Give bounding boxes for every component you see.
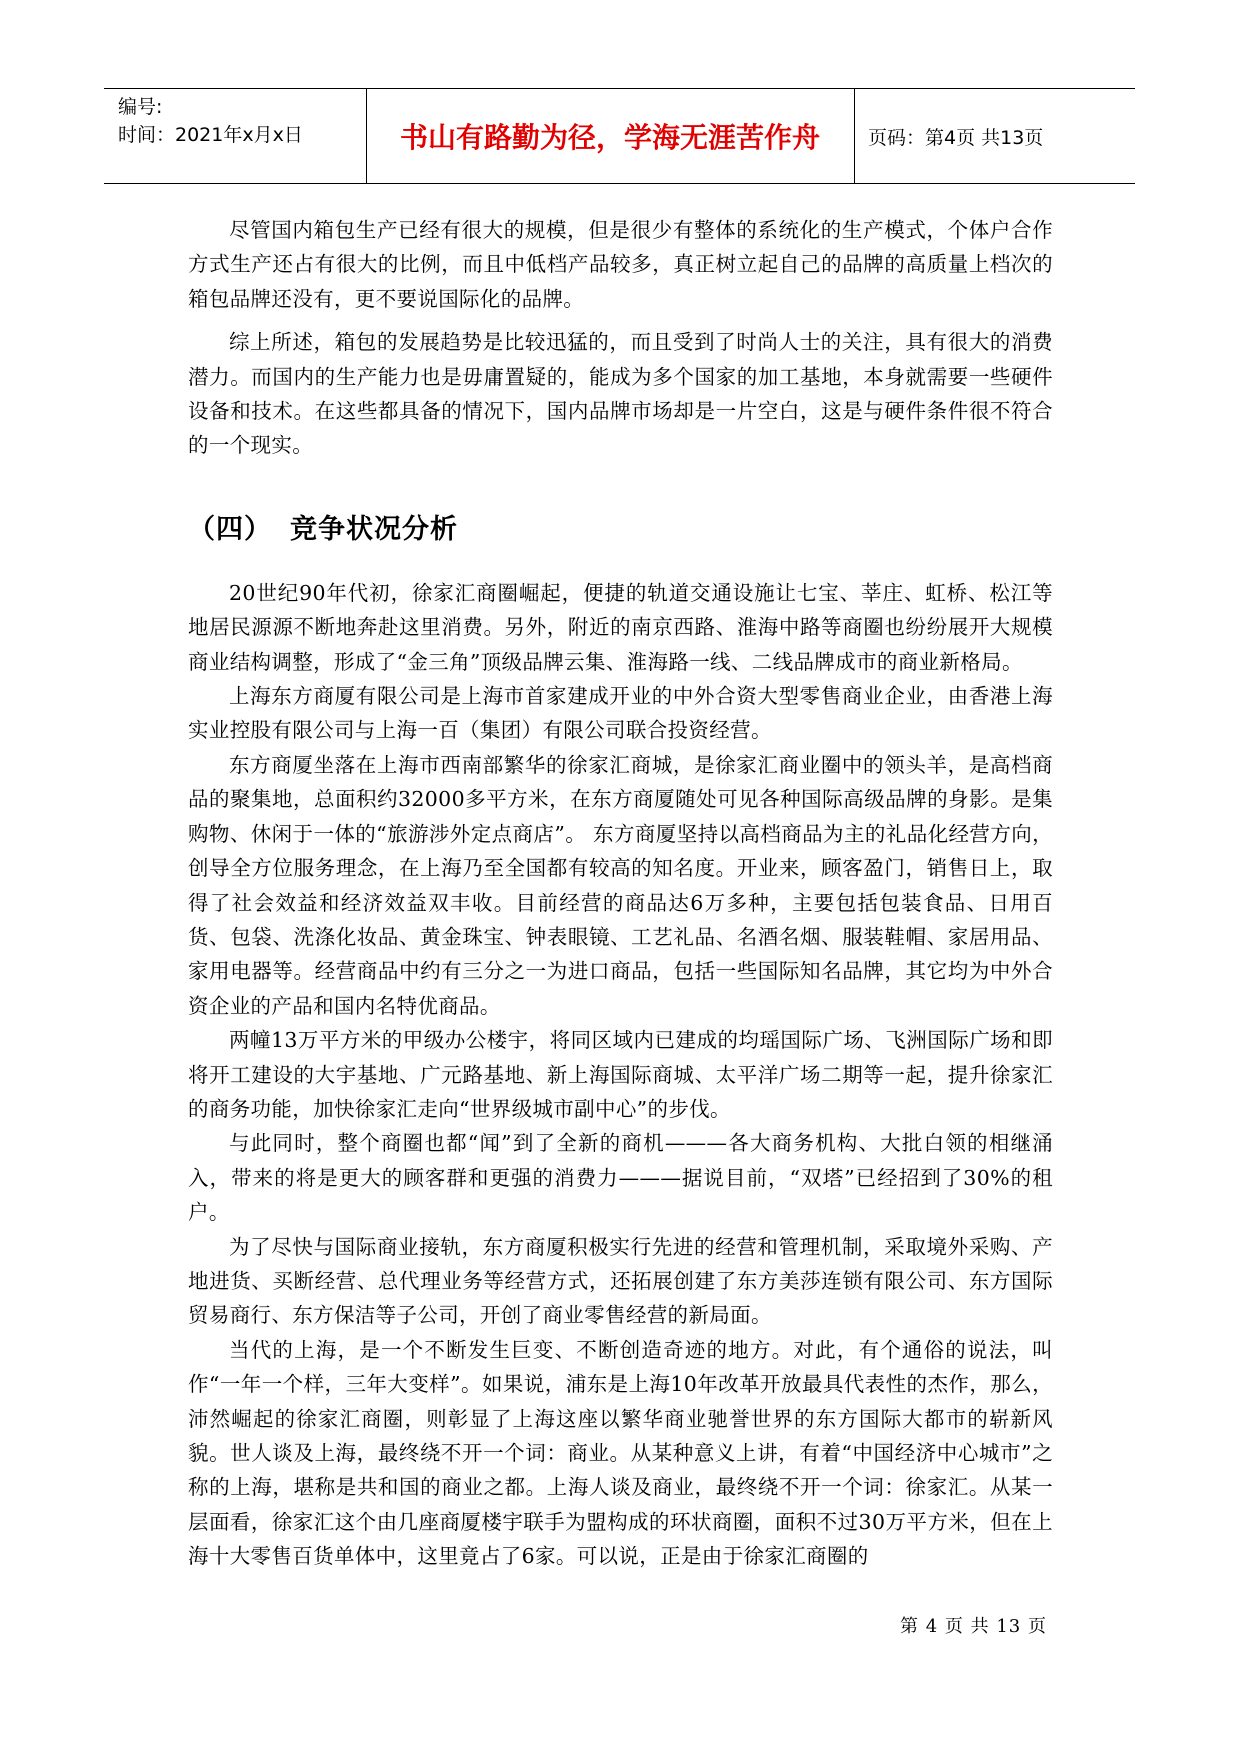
section-heading bbox=[188, 507, 1053, 546]
paragraph-5: 东方商厦坐落在上海市西南部繁华的徐家汇商城，是徐家汇商业圈中的领头羊，是高档商品的聚集地，总面积约32000多平方米，在东方商厦随处可见各种国际高级品牌的身影。是集购物、休闲于一体的“旅游涉外定点商店”。 东方商厦坚持以高档商品为主的礼品化经营方向，创导全方位服务理念，在上海乃至全国都有较高的知名度。开业来，顾客盈门，销售日上，取得了社会效益和经济效益双丰收。目前经营的商品达6万多种，主要包括包装食品、日用百货、包袋、洗涤化妆品、黄金珠宝、钟表眼镜、工艺礼品、名酒名烟、服装鞋帽、家居用品、家用电器等。经营商品中约有三分之一为进口商品，包括一些国际知名品牌，其它均为中外合资企业的产品和国内名特优商品。 bbox=[188, 752, 1053, 1018]
header-page-label: 页码：第4页 共13页 bbox=[868, 126, 1044, 149]
paragraph-1: 尽管国内箱包生产已经有很大的规模，但是很少有整体的系统化的生产模式，个体户合作方式生产还占有很大的比例，而且中低档产品较多，真正树立起自己的品牌的高质量上档次的箱包品牌还没有，更不要说国际化的品牌。 bbox=[188, 218, 1053, 311]
section-title: 竞争状况分析 bbox=[290, 513, 458, 545]
document-body bbox=[188, 213, 1053, 1574]
paragraph-8: 为了尽快与国际商业接轨，东方商厦积极实行先进的经营和管理机制，采取境外采购、产地进货、买断经营、总代理业务等经营方式，还拓展创建了东方美莎连锁有限公司、东方国际贸易商行、东方保洁等子公司，开创了商业零售经营的新局面。 bbox=[188, 1234, 1053, 1328]
paragraph-2: 综上所述，箱包的发展趋势是比较迅猛的，而且受到了时尚人士的关注，具有很大的消费潜力。而国内的生产能力也是毋庸置疑的，能成为多个国家的加工基地，本身就需要一些硬件设备和技术。在这些都具备的情况下，国内品牌市场却是一片空白，这是与硬件条件很不符合的一个现实。 bbox=[188, 330, 1053, 458]
paragraph-6: 两幢13万平方米的甲级办公楼宇，将同区域内已建成的均瑶国际广场、飞洲国际广场和即将开工建设的大宇基地、广元路基地、新上海国际商城、太平洋广场二期等一起，提升徐家汇的商务功能，加快徐家汇走向“世界级城市副中心”的步伐。 bbox=[188, 1028, 1053, 1121]
paragraph-4: 上海东方商厦有限公司是上海市首家建成开业的中外合资大型零售商业企业，由香港上海实业控股有限公司与上海一百（集团）有限公司联合投资经营。 bbox=[188, 684, 1053, 743]
page-footer: 第 4 页 共 13 页 bbox=[900, 1616, 1047, 1637]
serial-label: 编号: bbox=[118, 96, 163, 118]
paragraph-3: 20世纪90年代初，徐家汇商圈崛起，便捷的轨道交通设施让七宝、莘庄、虹桥、松江等地居民源源不断地奔赴这里消费。另外，附近的南京西路、淮海中路等商圈也纷纷展开大规模商业结构调整，形成了“金三角”顶级品牌云集、淮海路一线、二线品牌成市的商业新格局。 bbox=[188, 580, 1053, 674]
header-motto: 书山有路勤为径，学海无涯苦作舟 bbox=[366, 89, 855, 183]
header-meta-cell bbox=[104, 89, 367, 183]
paragraph-7: 与此同时，整个商圈也都“闻”到了全新的商机———各大商务机构、大批白领的相继涌入，带来的将是更大的顾客群和更强的消费力———据说目前，“双塔”已经招到了30%的租户。 bbox=[188, 1131, 1053, 1225]
page-header bbox=[104, 88, 1135, 184]
time-label: 时间：2021年x月x日 bbox=[118, 124, 303, 146]
paragraph-9: 当代的上海，是一个不断发生巨变、不断创造奇迹的地方。对此，有个通俗的说法，叫作“一年一个样，三年大变样”。如果说，浦东是上海10年改革开放最具代表性的杰作，那么，沛然崛起的徐家汇商圈，则彰显了上海这座以繁华商业驰誉世界的东方国际大都市的崭新风貌。世人谈及上海，最终绕不开一个词：商业。从某种意义上讲，有着“中国经济中心城市”之称的上海，堪称是共和国的商业之都。上海人谈及商业，最终绕不开一个词：徐家汇。从某一层面看，徐家汇这个由几座商厦楼宇联手为盟构成的环状商圈，面积不过30万平方米，但在上海十大零售百货单体中，这里竟占了6家。可以说，正是由于徐家汇商圈的 bbox=[188, 1337, 1053, 1569]
section-number: （四） bbox=[188, 513, 272, 545]
